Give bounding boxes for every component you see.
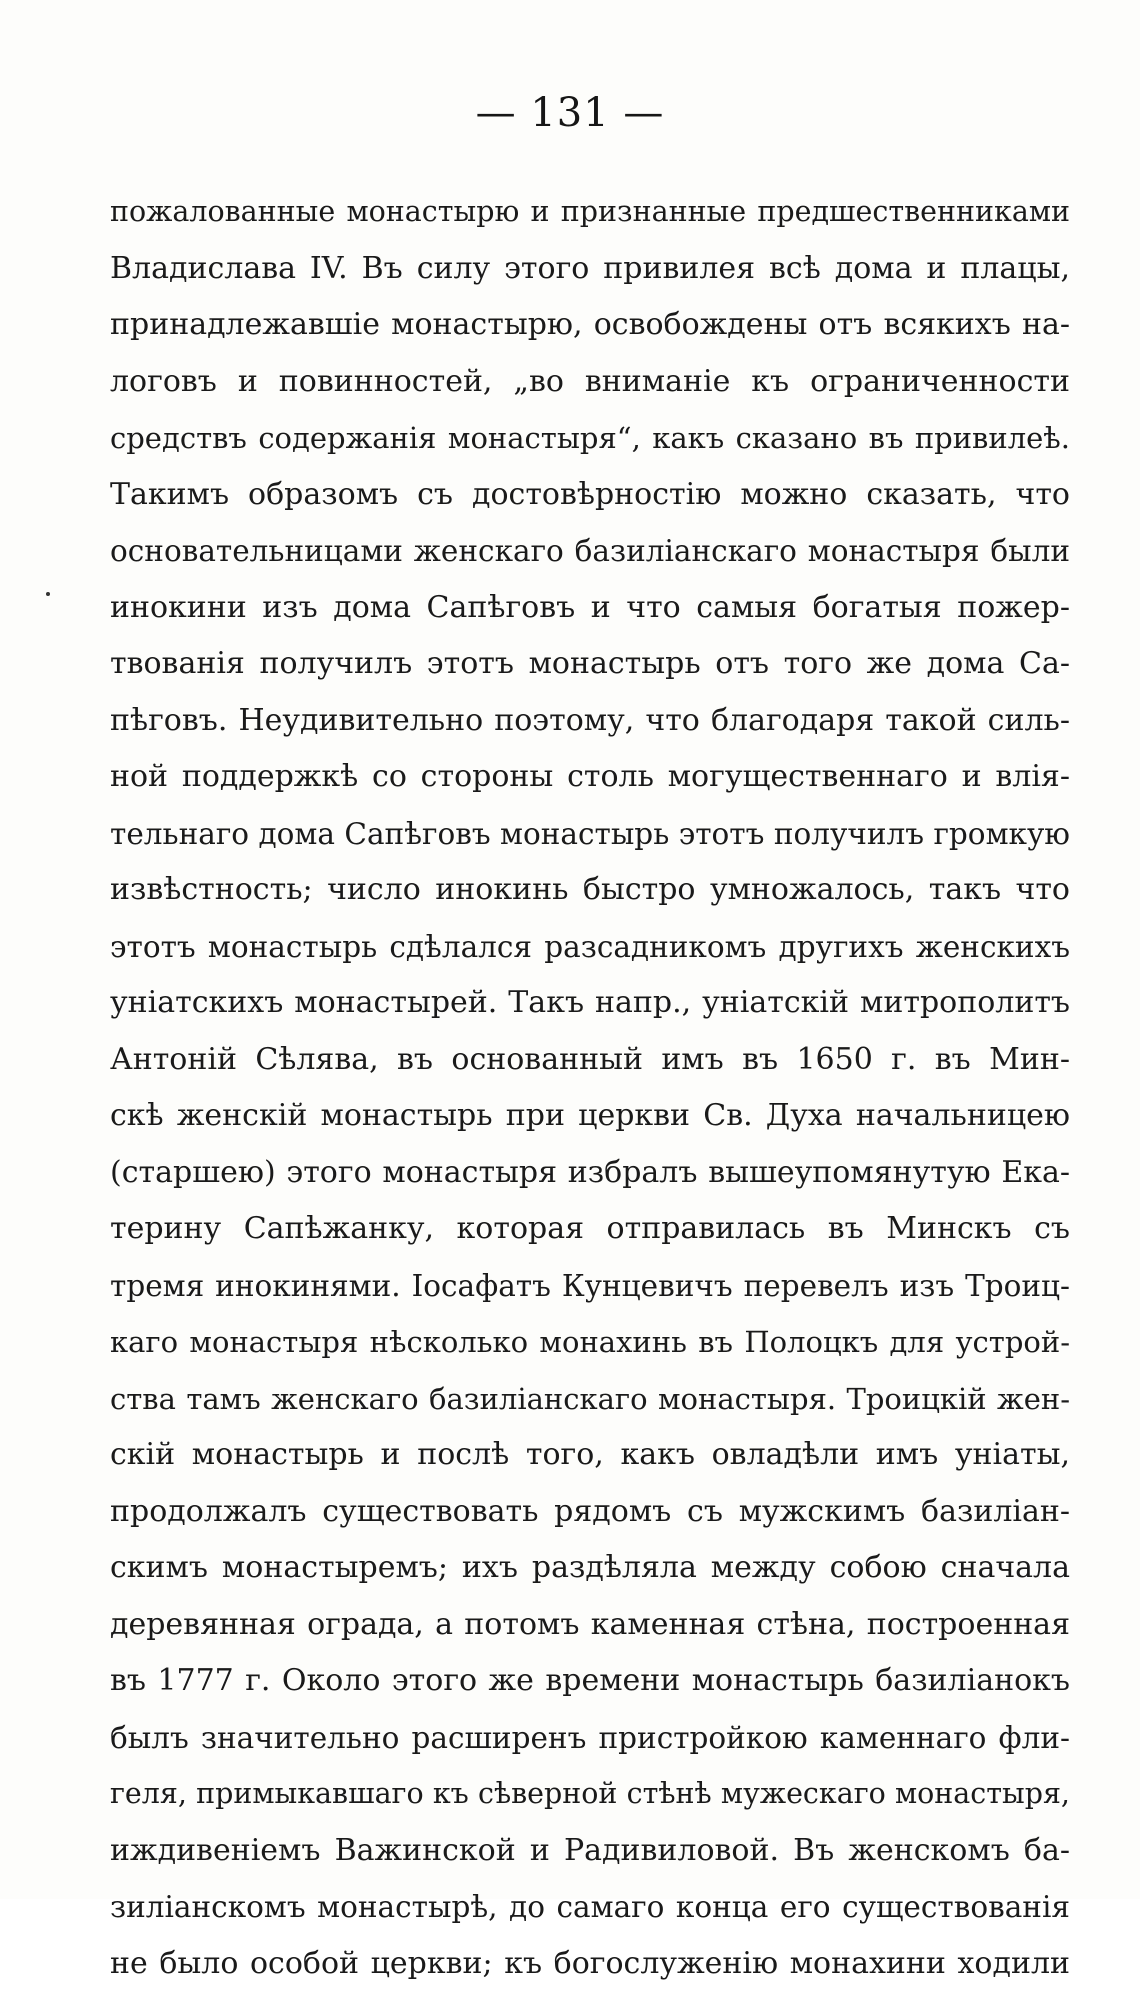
text-line: уніатскихъ монастырей. Такъ напр., уніатскій митрополитъ [110,975,1070,1032]
text-line: пожалованные монастырю и признанные предшественниками [110,184,1070,241]
text-line: зиліанскомъ монастырѣ, до самаго конца его существованія [110,1879,1070,1936]
text-line: въ 1777 г. Около этого же времени монастырь базиліанокъ [110,1653,1070,1710]
text-line: геля, примыкавшаго къ сѣверной стѣнѣ мужескаго монастыря, [110,1766,1070,1823]
text-line: иждивеніемъ Важинской и Радивиловой. Въ женскомъ ба- [110,1823,1070,1880]
text-line: скимъ монастыремъ; ихъ раздѣляла между собою сначала [110,1540,1070,1597]
text-line: принадлежавшіе монастырю, освобождены отъ всякихъ на- [110,297,1070,354]
page-number: — 131 — [0,90,1140,136]
text-line: логовъ и повинностей, „во вниманіе къ ограниченности [110,354,1070,411]
text-line: каго монастыря нѣсколько монахинь въ Полоцкъ для устрой- [110,1314,1070,1371]
text-line: Антоній Сѣлява, въ основанный имъ въ 1650 г. въ Мин- [110,1032,1070,1089]
text-line: пѣговъ. Неудивительно поэтому, что благодаря такой силь- [110,693,1070,750]
text-line: скій монастырь и послѣ того, какъ овладѣли имъ уніаты, [110,1427,1070,1484]
text-line: твованія получилъ этотъ монастырь отъ того же дома Са- [110,636,1070,693]
text-line: извѣстность; число инокинь быстро умножалось, такъ что [110,862,1070,919]
text-line: продолжалъ существовать рядомъ съ мужскимъ базиліан- [110,1484,1070,1541]
text-line: деревянная ограда, а потомъ каменная стѣна, построенная [110,1597,1070,1654]
text-line: былъ значительно расширенъ пристройкою каменнаго фли- [110,1710,1070,1767]
text-line: скѣ женскій монастырь при церкви Св. Духа начальницею [110,1088,1070,1145]
text-line: не было особой церкви; къ богослуженію монахини ходили [110,1936,1070,1992]
text-line: тремя инокинями. Іосафатъ Кунцевичъ перевелъ изъ Троиц- [110,1258,1070,1315]
text-line: этотъ монастырь сдѣлался разсадникомъ другихъ женскихъ [110,919,1070,976]
text-line: Такимъ образомъ съ достовѣрностію можно сказать, что [110,467,1070,524]
body-text [110,184,1070,1992]
text-line: основательницами женскаго базиліанскаго монастыря были [110,523,1070,580]
text-line: Владислава IV. Въ силу этого привилея всѣ дома и плацы, [110,241,1070,298]
print-speck [46,592,50,596]
text-line: тельнаго дома Сапѣговъ монастырь этотъ получилъ громкую [110,806,1070,863]
text-line: средствъ содержанія монастыря“, какъ сказано въ привилеѣ. [110,410,1070,467]
text-line: (старшею) этого монастыря избралъ вышеупомянутую Ека- [110,1145,1070,1202]
text-line: ства тамъ женскаго базиліанскаго монастыря. Троицкій жен- [110,1371,1070,1428]
text-line: ной поддержкѣ со стороны столь могущественнаго и влія- [110,749,1070,806]
text-line: инокини изъ дома Сапѣговъ и что самыя богатыя пожер- [110,580,1070,637]
text-line: терину Сапѣжанку, которая отправилась въ Минскъ съ [110,1201,1070,1258]
